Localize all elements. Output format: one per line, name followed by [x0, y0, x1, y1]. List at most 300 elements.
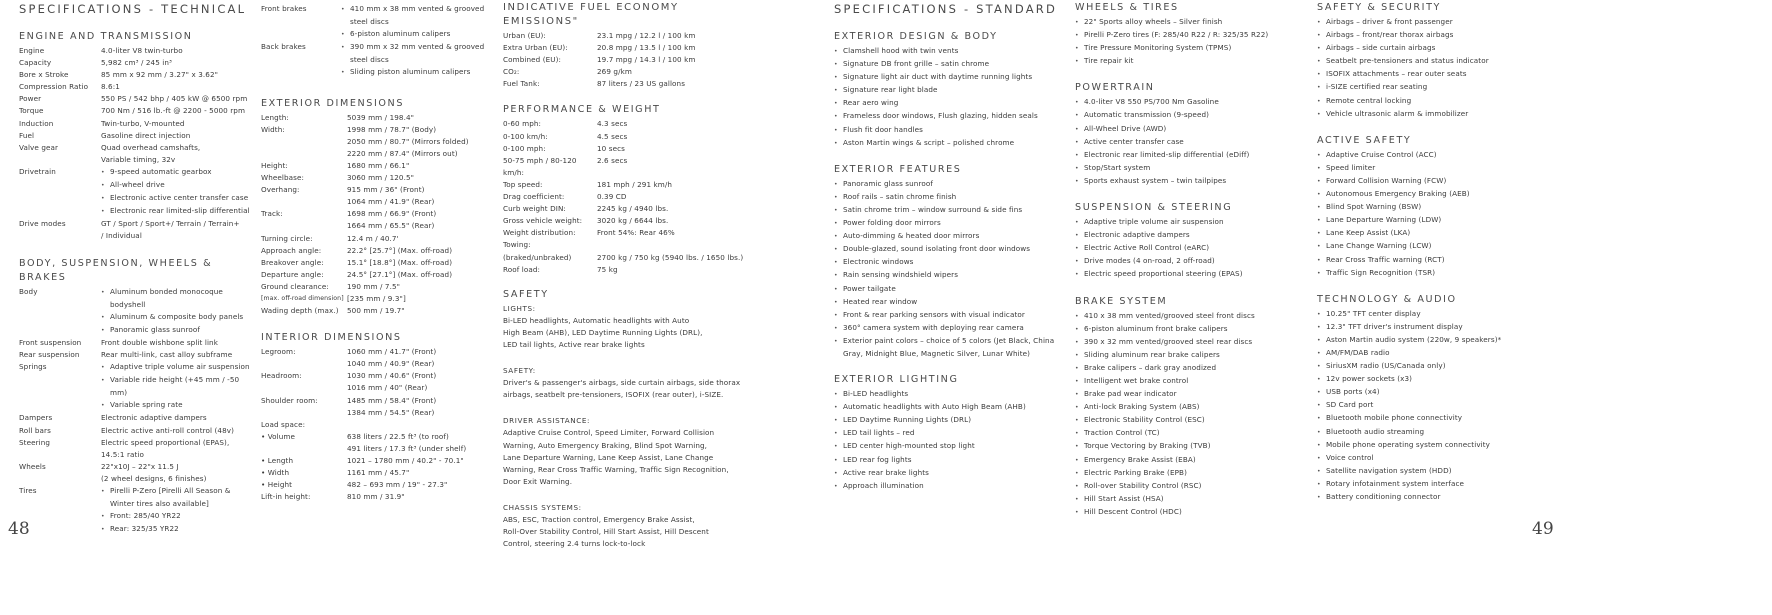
spec-label: • Width — [261, 468, 290, 478]
spec-table — [19, 286, 254, 537]
spec-row — [261, 208, 497, 232]
spec-label: Rear suspension — [19, 349, 80, 359]
spec-values — [347, 208, 497, 232]
spec-value: 85 mm x 92 mm / 3.27" x 3.62" — [101, 70, 219, 80]
spec-row — [503, 78, 753, 90]
feature-item: • Adaptive triple volume air suspension — [1075, 216, 1311, 229]
feature-item: • Airbags – driver & front passenger — [1317, 16, 1557, 29]
feature-item: • Auto-dimming & heated door mirrors — [834, 230, 1070, 243]
spec-value: Quad overhead camshafts, — [101, 142, 201, 152]
spec-values — [341, 3, 497, 41]
spec-row — [503, 118, 753, 130]
feature-item: • Stop/Start system — [1075, 162, 1311, 175]
spec-values — [347, 269, 497, 281]
spec-values — [597, 54, 753, 66]
spec-value: 2245 kg / 4940 lbs. — [597, 204, 669, 214]
section-heading: SAFETY & SECURITY — [1317, 2, 1441, 13]
feature-item: • Signature DB front grille – satin chrome — [834, 58, 1070, 71]
spec-row — [261, 41, 497, 79]
spec-value: 1664 mm / 65.5" (Rear) — [347, 221, 435, 231]
section-heading: WHEELS & TIRES — [1075, 2, 1179, 13]
spec-values — [597, 179, 753, 191]
spec-bullet: • Rear: 325/35 YR22 — [101, 523, 254, 536]
spec-label: Headroom: — [261, 371, 302, 381]
feature-item: • Brake pad wear indicator — [1075, 388, 1311, 401]
feature-item: • 22" Sports alloy wheels – Silver finish — [1075, 16, 1311, 29]
spec-values — [347, 455, 497, 467]
bullet-sections — [834, 30, 1070, 493]
spec-values — [597, 215, 753, 227]
spec-label: Power — [19, 94, 42, 104]
spec-value: 1680 mm / 66.1" — [347, 160, 410, 170]
spec-row — [503, 203, 753, 215]
spec-value: 2.6 secs — [597, 155, 628, 165]
spec-label: Tires — [19, 486, 37, 495]
spec-label: Turning circle: — [261, 233, 313, 243]
spec-values — [101, 57, 254, 69]
feature-item: • Airbags – front/rear thorax airbags — [1317, 29, 1557, 42]
spec-label: Capacity — [19, 58, 52, 68]
spec-label: Wading depth (max.) — [261, 306, 339, 316]
section-heading: SUSPENSION & STEERING — [1075, 202, 1233, 214]
feature-item: • Brake calipers – dark gray anodized — [1075, 362, 1311, 375]
spec-row — [261, 293, 497, 305]
feature-item: • Traffic Sign Recognition (TSR) — [1317, 267, 1557, 280]
spec-values — [101, 485, 254, 536]
spec-values — [347, 172, 497, 184]
feature-list — [1317, 149, 1557, 280]
spec-value: 1021 – 1780 mm / 40.2" - 70.1" — [347, 456, 464, 465]
spec-row — [261, 370, 497, 394]
spec-values — [597, 143, 753, 155]
spec-row — [19, 118, 254, 130]
spec-row — [19, 425, 254, 437]
spec-row — [19, 337, 254, 349]
feature-item: • 4.0-liter V8 550 PS/700 Nm Gasoline — [1075, 96, 1311, 109]
feature-item: • Speed limiter — [1317, 162, 1557, 175]
spec-values — [101, 166, 254, 218]
spec-row — [503, 239, 753, 251]
spec-value: 2700 kg / 750 kg (5940 lbs. / 1650 lbs.) — [597, 252, 744, 262]
spec-row — [19, 57, 254, 69]
spec-values — [101, 69, 254, 81]
feature-item: • Clamshell hood with twin vents — [834, 45, 1070, 58]
feature-item: • Bluetooth audio streaming — [1317, 426, 1557, 439]
left-col-3 — [503, 0, 753, 550]
spec-label: Front brakes — [261, 4, 307, 13]
spec-label: Combined (EU): — [503, 55, 562, 65]
safety-block — [503, 365, 753, 401]
feature-item: • Electronic Stability Control (ESC) — [1075, 414, 1311, 427]
spec-values — [101, 412, 254, 424]
safety-line: Warning, Auto Emergency Braking, Blind Spot Warning, — [503, 440, 708, 450]
feature-list — [834, 45, 1070, 150]
spec-row — [503, 143, 753, 155]
spec-bullet: • Sliding piston aluminum calipers — [341, 66, 497, 79]
spec-row — [261, 346, 497, 370]
spec-values — [347, 245, 497, 257]
feature-item: • Aston Martin wings & script – polished chrome — [834, 137, 1070, 150]
spec-values — [597, 203, 753, 215]
spec-values — [101, 218, 254, 242]
feature-item: • Forward Collision Warning (FCW) — [1317, 175, 1557, 188]
safety-blocks — [503, 303, 753, 551]
section-heading: EXTERIOR DESIGN & BODY — [834, 31, 998, 42]
spec-label: Breakover angle: — [261, 257, 324, 267]
feature-item: • Satin chrome trim – window surround & side fins — [834, 204, 1070, 217]
feature-item: • Lane Keep Assist (LKA) — [1317, 227, 1557, 240]
spec-row — [503, 131, 753, 143]
spec-table — [19, 45, 254, 243]
spec-label: Wheelbase: — [261, 173, 305, 183]
feature-item: • Lane Change Warning (LCW) — [1317, 240, 1557, 253]
feature-item: • Mobile phone operating system connectivity — [1317, 439, 1557, 452]
spec-label: Urban (EU): — [503, 31, 546, 40]
feature-item: • Rain sensing windshield wipers — [834, 269, 1070, 282]
spec-values — [101, 118, 254, 130]
spec-row — [261, 160, 497, 172]
spec-label: Weight distribution: — [503, 228, 576, 238]
spec-bullet: • Variable ride height (+45 mm / -50 mm) — [101, 374, 254, 399]
spec-value: 4.5 secs — [597, 131, 628, 141]
feature-item: • Electric Active Roll Control (eARC) — [1075, 242, 1311, 255]
safety-block — [503, 303, 753, 351]
spec-values — [597, 78, 753, 90]
spec-label: Drive modes — [19, 219, 66, 229]
feature-item: • Blind Spot Warning (BSW) — [1317, 201, 1557, 214]
spec-label: Springs — [19, 362, 47, 372]
spec-value: 1485 mm / 58.4" (Front) — [347, 395, 437, 405]
spec-value: 181 mph / 291 km/h — [597, 179, 673, 189]
feature-item: • 12v power sockets (x3) — [1317, 373, 1557, 386]
safety-line: ABS, ESC, Traction control, Emergency Brake Assist, — [503, 515, 695, 524]
feature-item: • Voice control — [1317, 452, 1557, 465]
spec-value: 5039 mm / 198.4" — [347, 112, 415, 122]
spec-table — [261, 346, 497, 503]
safety-line: Driver's & passenger's airbags, side curtain airbags, side thorax — [503, 378, 741, 388]
spec-bullet: • All-wheel drive — [101, 179, 254, 192]
spec-value: 75 kg — [597, 264, 618, 274]
spec-value: 1016 mm / 40" (Rear) — [347, 383, 428, 393]
spec-row — [261, 245, 497, 257]
section-heading: ENGINE AND TRANSMISSION — [19, 31, 193, 42]
spec-value: 10 secs — [597, 143, 625, 153]
feature-item: • Signature rear light blade — [834, 84, 1070, 97]
feature-list — [834, 388, 1070, 493]
spec-label: Height: — [261, 160, 288, 170]
feature-item: • Sliding aluminum rear brake calipers — [1075, 349, 1311, 362]
spec-label: (braked/unbraked) — [503, 252, 572, 262]
spec-values — [347, 184, 497, 208]
spec-table — [503, 118, 753, 275]
spec-table — [261, 3, 497, 80]
feature-item: • Active rear brake lights — [834, 467, 1070, 480]
feature-item: • Anti-lock Braking System (ABS) — [1075, 401, 1311, 414]
feature-item: • 6-piston aluminum front brake calipers — [1075, 323, 1311, 336]
feature-item: • 12.3" TFT driver's instrument display — [1317, 321, 1557, 334]
spec-value: 482 – 693 mm / 19" - 27.3" — [347, 480, 448, 490]
spec-values — [101, 425, 254, 437]
spec-bullet: • Aluminum bonded monocoque bodyshell — [101, 286, 254, 311]
spec-label: Body — [19, 286, 38, 296]
spec-table — [503, 30, 753, 90]
spec-value: 3020 kg / 6644 lbs. — [597, 216, 669, 226]
feature-item: • 10.25" TFT center display — [1317, 308, 1557, 321]
spec-row — [261, 479, 497, 491]
section-heading: POWERTRAIN — [1075, 82, 1155, 94]
spec-value: 22.2° [25.7°] (Max. off-road) — [347, 245, 453, 255]
spec-value: 810 mm / 31.9" — [347, 492, 405, 502]
spec-label: Roof load: — [503, 264, 541, 274]
spec-values — [347, 395, 497, 419]
section-heading: INDICATIVE FUEL ECONOMY EMISSIONS" — [503, 2, 679, 27]
spec-value: 8.6:1 — [101, 82, 120, 92]
spec-value: 14.5:1 ratio — [101, 449, 145, 459]
feature-item: • Bi-LED headlights — [834, 388, 1070, 401]
spec-value: (2 wheel designs, 6 finishes) — [101, 473, 207, 483]
spec-values — [101, 142, 254, 166]
section-heading: EXTERIOR DIMENSIONS — [261, 97, 405, 109]
spec-row — [503, 252, 753, 264]
safety-block-title: LIGHTS: — [503, 303, 536, 313]
spec-row — [19, 361, 254, 412]
spec-value: 15.1° [18.8°] (Max. off-road) — [347, 257, 453, 267]
section-heading: BRAKE SYSTEM — [1075, 295, 1168, 307]
spec-label: Departure angle: — [261, 269, 324, 279]
spec-row — [19, 81, 254, 93]
spec-label: Engine — [19, 46, 45, 55]
safety-line: Warning, Rear Cross Traffic Warning, Traffic Sign Recognition, — [503, 464, 729, 474]
feature-item: • Adaptive Cruise Control (ACC) — [1317, 149, 1557, 162]
page-title: SPECIFICATIONS - STANDARD — [834, 2, 1058, 16]
feature-item: • Hill Start Assist (HSA) — [1075, 493, 1311, 506]
spec-values — [101, 361, 254, 412]
spec-value — [597, 239, 753, 251]
spec-bullet: • Variable spring rate — [101, 399, 254, 412]
spec-row — [261, 3, 497, 41]
spec-row — [19, 142, 254, 166]
spec-label: Valve gear — [19, 142, 59, 152]
feature-item: • Electric speed proportional steering (EPAS) — [1075, 268, 1311, 281]
feature-item: • Signature light air duct with daytime running lights — [834, 71, 1070, 84]
spec-values — [347, 293, 497, 305]
feature-item: • LED tail lights – red — [834, 427, 1070, 440]
spec-row — [503, 227, 753, 239]
feature-item: • Electric Parking Brake (EPB) — [1075, 467, 1311, 480]
feature-item: • Autonomous Emergency Braking (AEB) — [1317, 188, 1557, 201]
spec-row — [19, 69, 254, 81]
spec-row — [261, 455, 497, 467]
feature-item: • Heated rear window — [834, 296, 1070, 309]
spec-row — [261, 491, 497, 503]
spec-label: Roll bars — [19, 425, 51, 435]
spec-row — [19, 349, 254, 361]
feature-item: • LED Daytime Running Lights (DRL) — [834, 414, 1070, 427]
spec-value: 19.7 mpg / 14.3 l / 100 km — [597, 55, 696, 65]
section-heading: INTERIOR DIMENSIONS — [261, 332, 402, 344]
safety-block — [503, 502, 753, 550]
spec-label: Extra Urban (EU): — [503, 43, 568, 53]
spec-label: Gross vehicle weight: — [503, 216, 583, 226]
spec-value: 1040 mm / 40.9" (Rear) — [347, 359, 435, 369]
spec-value: Front double wishbone split link — [101, 337, 218, 347]
spec-values — [347, 124, 497, 160]
spec-value: 1384 mm / 54.5" (Rear) — [347, 407, 435, 417]
spec-values — [347, 467, 497, 479]
spec-label: Drag coefficient: — [503, 192, 565, 202]
spec-label: Length: — [261, 112, 289, 122]
spec-row — [261, 419, 497, 431]
spec-values — [597, 191, 753, 203]
feature-list — [834, 178, 1070, 360]
feature-item: • Roof rails – satin chrome finish — [834, 191, 1070, 204]
section-heading: SAFETY — [503, 288, 549, 300]
safety-line: High Beam (AHB), LED Daytime Running Lights (DRL), — [503, 327, 703, 337]
spec-label: [max. off-road dimension] — [261, 294, 344, 302]
spec-values — [101, 105, 254, 117]
feature-item: • LED center high-mounted stop light — [834, 440, 1070, 453]
feature-item: • Hill Descent Control (HDC) — [1075, 506, 1311, 519]
feature-item: • Lane Departure Warning (LDW) — [1317, 214, 1557, 227]
spec-row — [261, 257, 497, 269]
spec-label: Bore x Stroke — [19, 70, 69, 80]
spec-value: 1998 mm / 78.7" (Body) — [347, 124, 437, 134]
spec-row — [503, 191, 753, 203]
safety-line: Door Exit Warning. — [503, 476, 573, 486]
spec-row — [503, 264, 753, 276]
spec-label: 0-100 mph: — [503, 143, 546, 153]
feature-item: • Tire repair kit — [1075, 55, 1311, 68]
safety-line: Control, steering 2.4 turns lock-to-lock — [503, 539, 646, 549]
spec-value: 2050 mm / 80.7" (Mirrors folded) — [347, 136, 469, 146]
spec-row — [261, 112, 497, 124]
spec-label: Fuel Tank: — [503, 79, 540, 89]
spec-values — [597, 118, 753, 130]
spec-values — [101, 130, 254, 142]
spec-value: 20.8 mpg / 13.5 l / 100 km — [597, 43, 696, 53]
spec-value: Rear multi-link, cast alloy subframe — [101, 349, 233, 359]
spec-label: Towing: — [503, 240, 531, 250]
spec-row — [19, 45, 254, 57]
spec-bullet: • 410 mm x 38 mm vented & grooved steel discs — [341, 3, 497, 28]
feature-item: • Exterior paint colors – choice of 5 colors (Jet Black, China Gray, Midnight Blue, Magnetic Silver, Lunar White) — [834, 335, 1070, 360]
spec-label: Steering — [19, 437, 51, 447]
spec-values — [101, 81, 254, 93]
spec-values — [597, 30, 753, 42]
feature-item: • Satellite navigation system (HDD) — [1317, 465, 1557, 478]
feature-item: • ISOFIX attachments – rear outer seats — [1317, 68, 1557, 81]
spec-row — [19, 218, 254, 242]
spec-label: 0-100 km/h: — [503, 131, 548, 141]
section-heading: EXTERIOR LIGHTING — [834, 374, 959, 386]
spec-value: 1064 mm / 41.9" (Rear) — [347, 197, 435, 207]
spec-label: Lift-in height: — [261, 492, 311, 502]
spec-values — [101, 349, 254, 361]
spec-value: Variable timing, 32v — [101, 154, 176, 164]
spec-value: 1698 mm / 66.9" (Front) — [347, 209, 437, 219]
safety-line: Bi-LED headlights, Automatic headlights with Auto — [503, 315, 690, 325]
spec-row — [261, 305, 497, 317]
spec-bullet: • Panoramic glass sunroof — [101, 324, 254, 337]
page-number-right: 49 — [1532, 519, 1554, 539]
spec-value: [235 mm / 9.3"] — [347, 293, 406, 303]
spec-value: 23.1 mpg / 12.2 l / 100 km — [597, 31, 696, 40]
spec-value: 1030 mm / 40.6" (Front) — [347, 371, 437, 381]
spec-row — [261, 269, 497, 281]
spec-value: 12.4 m / 40.7' — [347, 233, 399, 243]
spec-values — [347, 305, 497, 317]
spec-values — [101, 45, 254, 57]
spec-row — [261, 172, 497, 184]
safety-line: Lane Departure Warning, Lane Keep Assist, Lane Change — [503, 452, 714, 462]
spec-values — [347, 346, 497, 370]
spec-values — [101, 337, 254, 349]
feature-list — [1075, 216, 1311, 281]
spec-values — [347, 479, 497, 491]
spec-values — [597, 131, 753, 143]
spec-values — [347, 233, 497, 245]
feature-list — [1075, 16, 1311, 68]
spec-row — [19, 166, 254, 218]
spec-label: • Length — [261, 456, 294, 465]
spec-value: 1161 mm / 45.7" — [347, 468, 410, 478]
section-heading: TECHNOLOGY & AUDIO — [1317, 293, 1457, 305]
spec-values — [597, 42, 753, 54]
spec-bullet: • Electronic active center transfer case — [101, 192, 254, 205]
feature-item: • Front & rear parking sensors with visual indicator — [834, 309, 1070, 322]
feature-list — [1317, 16, 1557, 121]
feature-item: • Flush fit door handles — [834, 124, 1070, 137]
spec-row — [503, 155, 753, 179]
spec-bullet: • 390 mm x 32 mm vented & grooved steel discs — [341, 41, 497, 66]
spec-value: 1060 mm / 41.7" (Front) — [347, 347, 437, 357]
spec-row — [261, 395, 497, 419]
feature-item: • Sports exhaust system – twin tailpipes — [1075, 175, 1311, 188]
safety-block — [503, 415, 753, 488]
spec-value: 4.3 secs — [597, 119, 628, 129]
spec-label: CO₂: — [503, 67, 520, 77]
feature-item: • Aston Martin audio system (220w, 9 speakers)* — [1317, 334, 1557, 347]
feature-item: • SD Card port — [1317, 399, 1557, 412]
spec-row — [503, 30, 753, 42]
spec-values — [597, 252, 753, 264]
spec-bullet: • Adaptive triple volume air suspension — [101, 361, 254, 374]
safety-line: Roll-Over Stability Control, Hill Start Assist, Hill Descent — [503, 527, 709, 537]
safety-line: airbags, seatbelt pre-tensioners, ISOFIX (rear outer), i-SIZE. — [503, 390, 724, 400]
spec-bullet: • Front: 285/40 YR22 — [101, 510, 254, 523]
feature-item: • Traction Control (TC) — [1075, 427, 1311, 440]
bullet-sections — [1075, 1, 1311, 519]
spec-label: Width: — [261, 124, 285, 134]
feature-item: • Frameless door windows, Flush glazing, hidden seals — [834, 110, 1070, 123]
feature-list — [1317, 308, 1557, 504]
section-heading: EXTERIOR FEATURES — [834, 163, 962, 175]
spec-bullet: • Electronic rear limited-slip differential — [101, 205, 254, 218]
left-col-1 — [19, 0, 254, 536]
feature-item: • Emergency Brake Assist (EBA) — [1075, 454, 1311, 467]
spec-values — [347, 160, 497, 172]
safety-line: LED tail lights, Active rear brake lights — [503, 339, 645, 349]
feature-item: • Seatbelt pre-tensioners and status indicator — [1317, 55, 1557, 68]
left-col-2 — [261, 0, 497, 503]
spec-label: • Height — [261, 480, 293, 490]
right-col-1 — [834, 0, 1070, 493]
spec-value: 2220 mm / 87.4" (Mirrors out) — [347, 148, 458, 158]
spec-label: 50-75 mph / 80-120 km/h: — [503, 155, 577, 177]
feature-item: • Active center transfer case — [1075, 136, 1311, 149]
feature-item: • Torque Vectoring by Braking (TVB) — [1075, 440, 1311, 453]
spec-value: Front 54%: Rear 46% — [597, 228, 675, 238]
